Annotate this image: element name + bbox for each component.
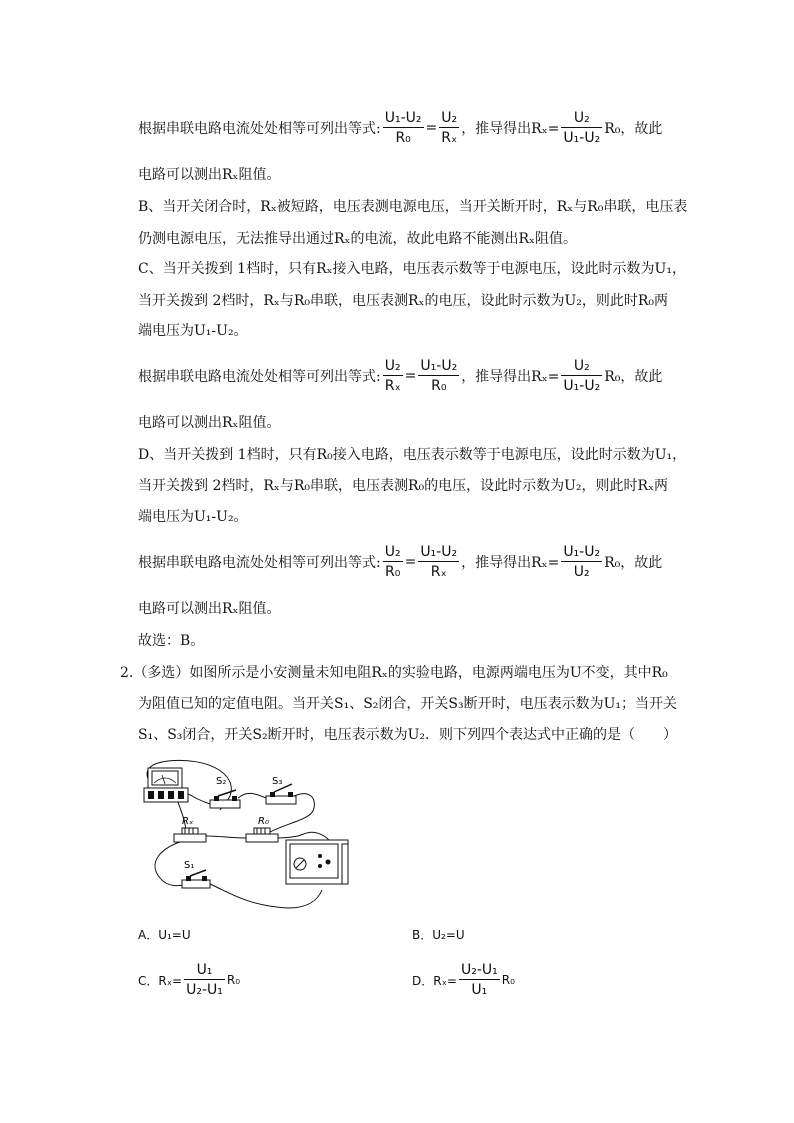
fraction bbox=[383, 543, 403, 582]
circuit-figure bbox=[138, 756, 358, 912]
option-a-conclusion: 电路可以测出Rₓ阻值。 bbox=[138, 167, 281, 183]
voltmeter-icon bbox=[144, 768, 188, 802]
option-c-line-2: 当开关拨到 2档时，Rₓ与R₀串联，电压表测Rₓ的电压，设此时示数为U₂，则此时R₀两 bbox=[138, 293, 669, 309]
denominator: U₁-U₂ bbox=[563, 129, 601, 146]
numerator: U₂ bbox=[561, 109, 602, 128]
choice-c[interactable] bbox=[138, 958, 240, 1002]
denominator: R₀ bbox=[431, 377, 447, 394]
denominator: Rₓ bbox=[430, 563, 447, 580]
option-d-conclusion: 电路可以测出Rₓ阻值。 bbox=[138, 601, 281, 617]
rx-label: Rₓ bbox=[182, 816, 194, 827]
power-supply-icon bbox=[286, 840, 348, 884]
numerator: U₂ bbox=[561, 357, 602, 376]
equation-suffix: R₀，故此 bbox=[604, 369, 663, 385]
r0-label: R₀ bbox=[258, 816, 269, 827]
numerator: U₁-U₂ bbox=[420, 543, 458, 560]
numerator: U₁-U₂ bbox=[384, 109, 422, 126]
equation-prefix: 根据串联电路电流处处相等可列出等式: bbox=[138, 369, 381, 385]
numerator: U₂ bbox=[439, 109, 459, 128]
question-2-line-3: S₁、S₃闭合，开关S₂断开时，电压表示数为U₂．则下列四个表达式中正确的是（ ） bbox=[138, 727, 678, 743]
denominator: U₁-U₂ bbox=[563, 377, 601, 394]
switch-s3-icon bbox=[266, 784, 296, 804]
denominator: R₀ bbox=[395, 129, 411, 146]
choice-c-suffix: R₀ bbox=[226, 973, 241, 987]
equation-mid-text: ，推导得出Rₓ= bbox=[461, 121, 560, 137]
numerator: U₂ bbox=[383, 357, 403, 376]
numerator: U₂ bbox=[384, 543, 401, 560]
equation-prefix: 根据串联电路电流处处相等可列出等式: bbox=[138, 555, 381, 571]
fraction bbox=[561, 357, 602, 396]
s3-label: S₃ bbox=[272, 776, 283, 787]
numerator: U₁ bbox=[184, 961, 225, 980]
choice-d-prefix: D．Rₓ= bbox=[412, 973, 457, 988]
fraction bbox=[418, 543, 459, 582]
equation-mid-text: ，推导得出Rₓ= bbox=[461, 555, 560, 571]
option-b-line-1: B、当开关闭合时，Rₓ被短路，电压表测电源电压，当开关断开时，Rₓ与R₀串联，电压表 bbox=[138, 199, 688, 215]
fraction bbox=[383, 109, 424, 148]
equals-sign: = bbox=[425, 120, 438, 136]
equals-sign: = bbox=[404, 554, 417, 570]
denominator: Rₓ bbox=[441, 129, 458, 146]
fraction bbox=[383, 357, 403, 396]
fraction bbox=[418, 357, 459, 396]
equals-sign: = bbox=[404, 368, 417, 384]
equation-mid-text: ，推导得出Rₓ= bbox=[461, 369, 560, 385]
resistor-rx-icon bbox=[174, 828, 206, 842]
fraction bbox=[184, 961, 225, 1000]
denominator: U₂ bbox=[573, 563, 590, 580]
option-c-line-1: C、当开关拨到 1档时，只有Rₓ接入电路，电压表示数等于电源电压，设此时示数为U₁， bbox=[138, 261, 686, 277]
question-2-line-1: 2.（多选）如图所示是小安测量未知电阻Rₓ的实验电路，电源两端电压为U不变，其中R₀ bbox=[120, 665, 668, 681]
choice-a[interactable]: A．U₁=U bbox=[138, 928, 191, 942]
choice-d[interactable] bbox=[412, 958, 515, 1002]
choice-c-prefix: C．Rₓ= bbox=[138, 973, 183, 988]
option-d-line-2: 当开关拨到 2档时，Rₓ与R₀串联，电压表测R₀的电压，设此时示数为U₂，则此时Rₓ两 bbox=[138, 478, 669, 494]
s2-label: S₂ bbox=[216, 776, 227, 787]
option-d-line-3: 端电压为U₁-U₂。 bbox=[138, 509, 248, 525]
switch-s1-icon bbox=[182, 870, 210, 888]
answer-line: 故选：B。 bbox=[138, 633, 205, 649]
switch-s2-icon bbox=[210, 790, 240, 808]
option-a-equation bbox=[138, 104, 662, 152]
denominator: Rₓ bbox=[384, 377, 401, 394]
fraction bbox=[561, 543, 602, 582]
question-2-line-2: 为阻值已知的定值电阻。当开关S₁、S₂闭合，开关S₃断开时，电压表示数为U₁；当开关 bbox=[138, 696, 678, 712]
fraction bbox=[459, 961, 500, 1000]
option-d-line-1: D、当开关拨到 1档时，只有R₀接入电路，电压表示数等于电源电压，设此时示数为U₁， bbox=[138, 447, 687, 463]
s1-label: S₁ bbox=[184, 860, 195, 871]
choice-d-suffix: R₀ bbox=[501, 973, 515, 987]
fraction bbox=[439, 109, 459, 148]
fraction bbox=[561, 109, 602, 148]
option-c-conclusion: 电路可以测出Rₓ阻值。 bbox=[138, 415, 281, 431]
numerator: U₁-U₂ bbox=[563, 543, 601, 560]
option-c-line-3: 端电压为U₁-U₂。 bbox=[138, 323, 248, 339]
denominator: U₂-U₁ bbox=[186, 981, 223, 998]
numerator: U₂-U₁ bbox=[460, 961, 498, 978]
option-d-equation bbox=[138, 538, 662, 586]
equation-prefix: 根据串联电路电流处处相等可列出等式: bbox=[138, 121, 381, 137]
denominator: U₁ bbox=[471, 981, 488, 998]
option-b-line-2: 仍测电源电压，无法推导出通过Rₓ的电流，故此电路不能测出Rₓ阻值。 bbox=[138, 231, 577, 247]
numerator: U₁-U₂ bbox=[420, 357, 458, 374]
equation-suffix: R₀，故此 bbox=[604, 555, 663, 571]
denominator: R₀ bbox=[384, 563, 401, 580]
option-c-equation bbox=[138, 352, 662, 400]
choice-b[interactable]: B．U₂=U bbox=[412, 928, 465, 942]
equation-suffix: R₀，故此 bbox=[604, 121, 663, 137]
